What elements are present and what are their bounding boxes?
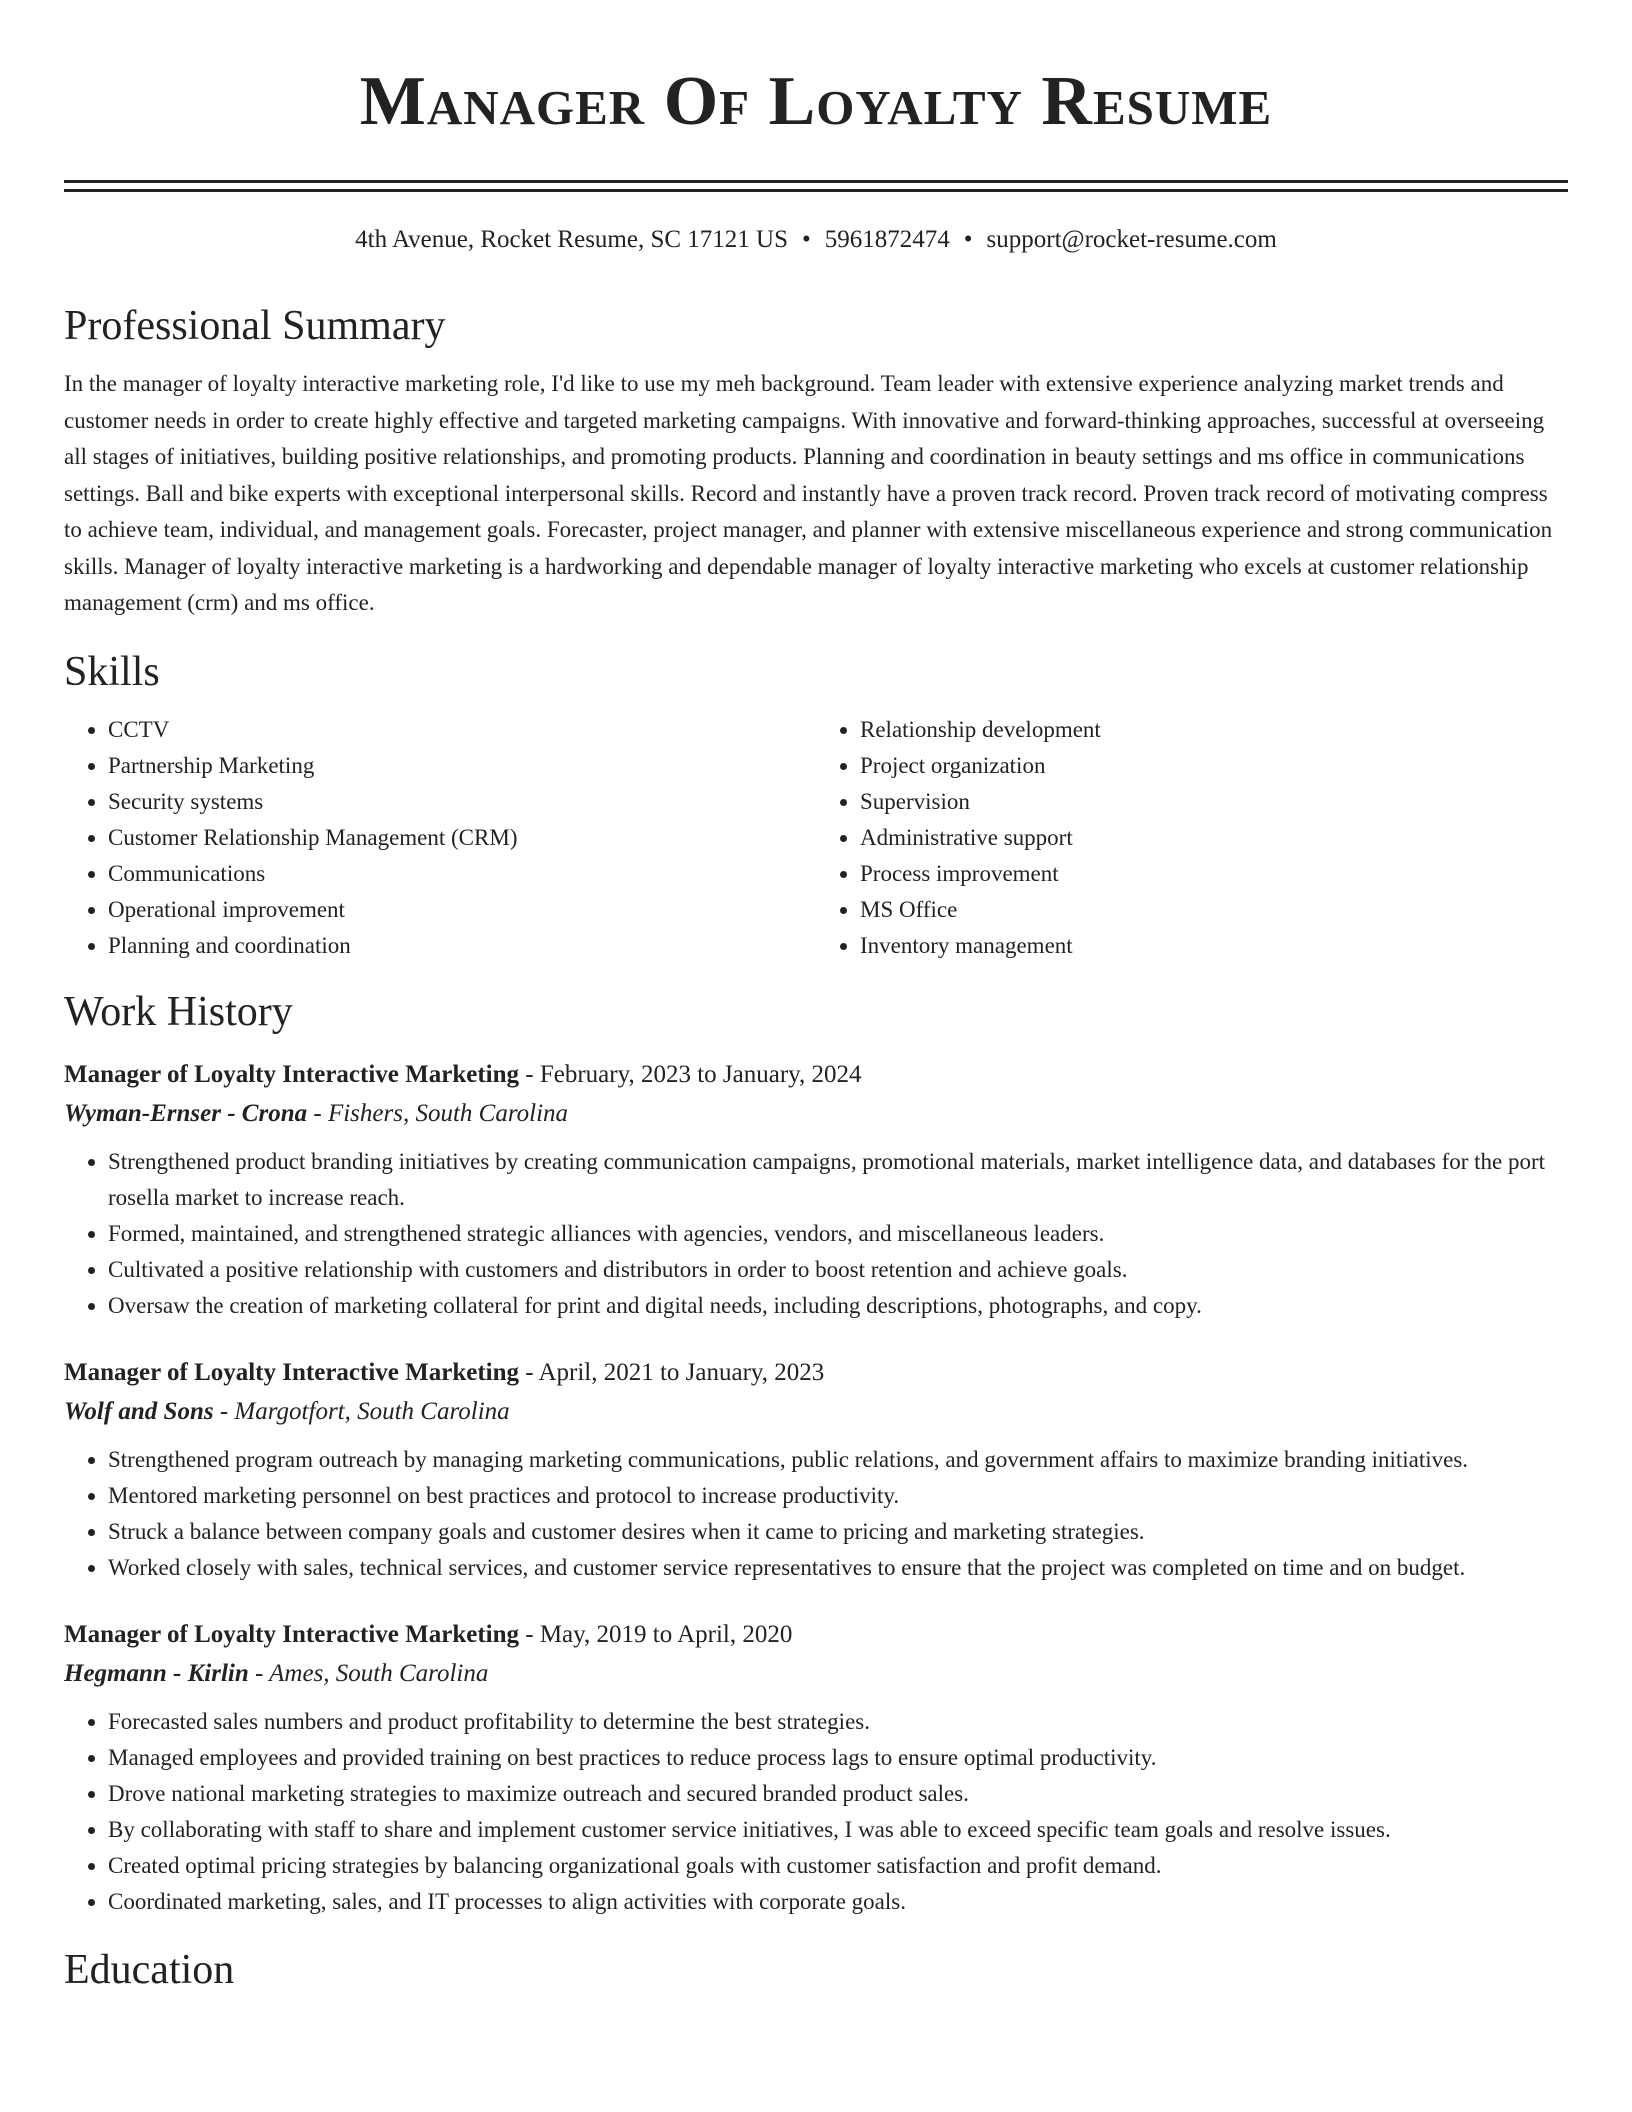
job-bullet: • Managed employees and provided training on best practices to reduce process lags to ensure optimal productivity. xyxy=(108,1740,1568,1776)
contact-separator: • xyxy=(802,226,811,253)
job-location: Margotfort, South Carolina xyxy=(234,1397,510,1425)
summary-heading: Professional Summary xyxy=(64,303,446,349)
job-bullet: • Mentored marketing personnel on best practices and protocol to increase productivity. xyxy=(108,1478,1568,1514)
skill-item: • Relationship development xyxy=(860,712,1568,748)
job-dash: - xyxy=(525,1358,534,1386)
job-location: Fishers, South Carolina xyxy=(327,1099,569,1127)
skill-item: • Inventory management xyxy=(860,928,1568,964)
skills-column-left xyxy=(64,712,816,964)
job-dash: - xyxy=(255,1659,264,1687)
job-dates: April, 2021 to January, 2023 xyxy=(538,1358,825,1386)
job-entry xyxy=(64,1056,1568,1324)
page-title: Manager Of Loyalty Resume xyxy=(359,63,1273,140)
job-bullet: • Forecasted sales numbers and product profitability to determine the best strategies. xyxy=(108,1704,1568,1740)
skills-column-right xyxy=(816,712,1568,964)
title-divider xyxy=(64,180,1568,192)
job-dates: May, 2019 to April, 2020 xyxy=(539,1620,793,1648)
skill-item: • Supervision xyxy=(860,784,1568,820)
skill-item: • CCTV xyxy=(108,712,816,748)
summary-text: In the manager of loyalty interactive marketing role, I'd like to use my meh background. Team leader with extensive experience analyzing market trends and customer needs in order to create highly effective and targeted marketing campaigns. With innovative and forward-thinking approaches, successful at overseeing all stages of initiatives, building positive relationships, and promoting products. Planning and coordination in beauty settings and ms office in communications settings. Ball and bike experts with exceptional interpersonal skills. Record and instantly have a proven track record. Proven track record of motivating compress to achieve team, individual, and management goals. Forecaster, project manager, and planner with extensive miscellaneous experience and strong communication skills. Manager of loyalty interactive marketing is a hardworking and dependable manager of loyalty interactive marketing who excels at customer relationship management (crm) and ms office. xyxy=(64,371,1553,615)
skill-item: • Project organization xyxy=(860,748,1568,784)
education-heading: Education xyxy=(64,1946,235,1993)
job-bullets xyxy=(64,1442,1568,1586)
skill-item: • Customer Relationship Management (CRM) xyxy=(108,820,816,856)
skill-item: • Operational improvement xyxy=(108,892,816,928)
contact-email: support@rocket-resume.com xyxy=(986,226,1277,253)
job-dates: February, 2023 to January, 2024 xyxy=(539,1060,862,1088)
job-role: Manager of Loyalty Interactive Marketing xyxy=(64,1060,519,1088)
job-company: Wyman-Ernser - Crona xyxy=(64,1099,308,1127)
job-dash: - xyxy=(525,1060,534,1088)
contact-line xyxy=(64,222,1568,258)
contact-address: 4th Avenue, Rocket Resume, SC 17121 US xyxy=(355,226,789,253)
job-role: Manager of Loyalty Interactive Marketing xyxy=(64,1358,519,1386)
job-company: Wolf and Sons xyxy=(64,1397,214,1425)
job-bullet: • Cultivated a positive relationship with customers and distributors in order to boost retention and achieve goals. xyxy=(108,1252,1568,1288)
job-company-line xyxy=(64,1094,1568,1134)
skill-item: • Planning and coordination xyxy=(108,928,816,964)
job-bullet: • Struck a balance between company goals and customer desires when it came to pricing and marketing strategies. xyxy=(108,1514,1568,1550)
job-bullet: • Strengthened program outreach by managing marketing communications, public relations, and government affairs to maximize branding initiatives. xyxy=(108,1442,1568,1478)
job-entry xyxy=(64,1354,1568,1586)
job-bullets xyxy=(64,1704,1568,1920)
job-bullets xyxy=(64,1144,1568,1324)
job-bullet: • Oversaw the creation of marketing collateral for print and digital needs, including descriptions, photographs, and copy. xyxy=(108,1288,1568,1324)
skill-item: • Security systems xyxy=(108,784,816,820)
job-dash: - xyxy=(219,1397,229,1425)
job-location: Ames, South Carolina xyxy=(269,1659,489,1687)
job-company-line xyxy=(64,1654,1568,1694)
job-header xyxy=(64,1354,1568,1392)
job-bullet: • Drove national marketing strategies to maximize outreach and secured branded product sales. xyxy=(108,1776,1568,1812)
skills-heading: Skills xyxy=(64,648,160,695)
job-header xyxy=(64,1056,1568,1094)
contact-separator: • xyxy=(963,226,973,253)
job-entry xyxy=(64,1616,1568,1920)
job-bullet: • Coordinated marketing, sales, and IT processes to align activities with corporate goals. xyxy=(108,1884,1568,1920)
job-bullet: • Created optimal pricing strategies by balancing organizational goals with customer satisfaction and profit demand. xyxy=(108,1848,1568,1884)
job-header xyxy=(64,1616,1568,1654)
skill-item: • MS Office xyxy=(860,892,1568,928)
job-bullet: • By collaborating with staff to share and implement customer service initiatives, I was able to exceed specific team goals and resolve issues. xyxy=(108,1812,1568,1848)
job-dash: - xyxy=(525,1620,534,1648)
job-company: Hegmann - Kirlin xyxy=(64,1659,249,1687)
skill-item: • Partnership Marketing xyxy=(108,748,816,784)
job-role: Manager of Loyalty Interactive Marketing xyxy=(64,1620,519,1648)
skill-item: • Communications xyxy=(108,856,816,892)
contact-phone: 5961872474 xyxy=(824,226,950,253)
job-bullet: • Worked closely with sales, technical services, and customer service representatives to ensure that the project was completed on time and on budget. xyxy=(108,1550,1568,1586)
job-dash: - xyxy=(313,1099,322,1127)
resume-page xyxy=(64,0,1568,1996)
skill-item: • Process improvement xyxy=(860,856,1568,892)
job-bullet: • Strengthened product branding initiatives by creating communication campaigns, promotional materials, market intelligence data, and databases for the port rosella market to increase reach. xyxy=(108,1144,1568,1216)
job-company-line xyxy=(64,1392,1568,1432)
skill-item: • Administrative support xyxy=(860,820,1568,856)
skills-list xyxy=(64,712,1568,964)
work-history-heading: Work History xyxy=(64,988,293,1035)
job-bullet: • Formed, maintained, and strengthened strategic alliances with agencies, vendors, and miscellaneous leaders. xyxy=(108,1216,1568,1252)
